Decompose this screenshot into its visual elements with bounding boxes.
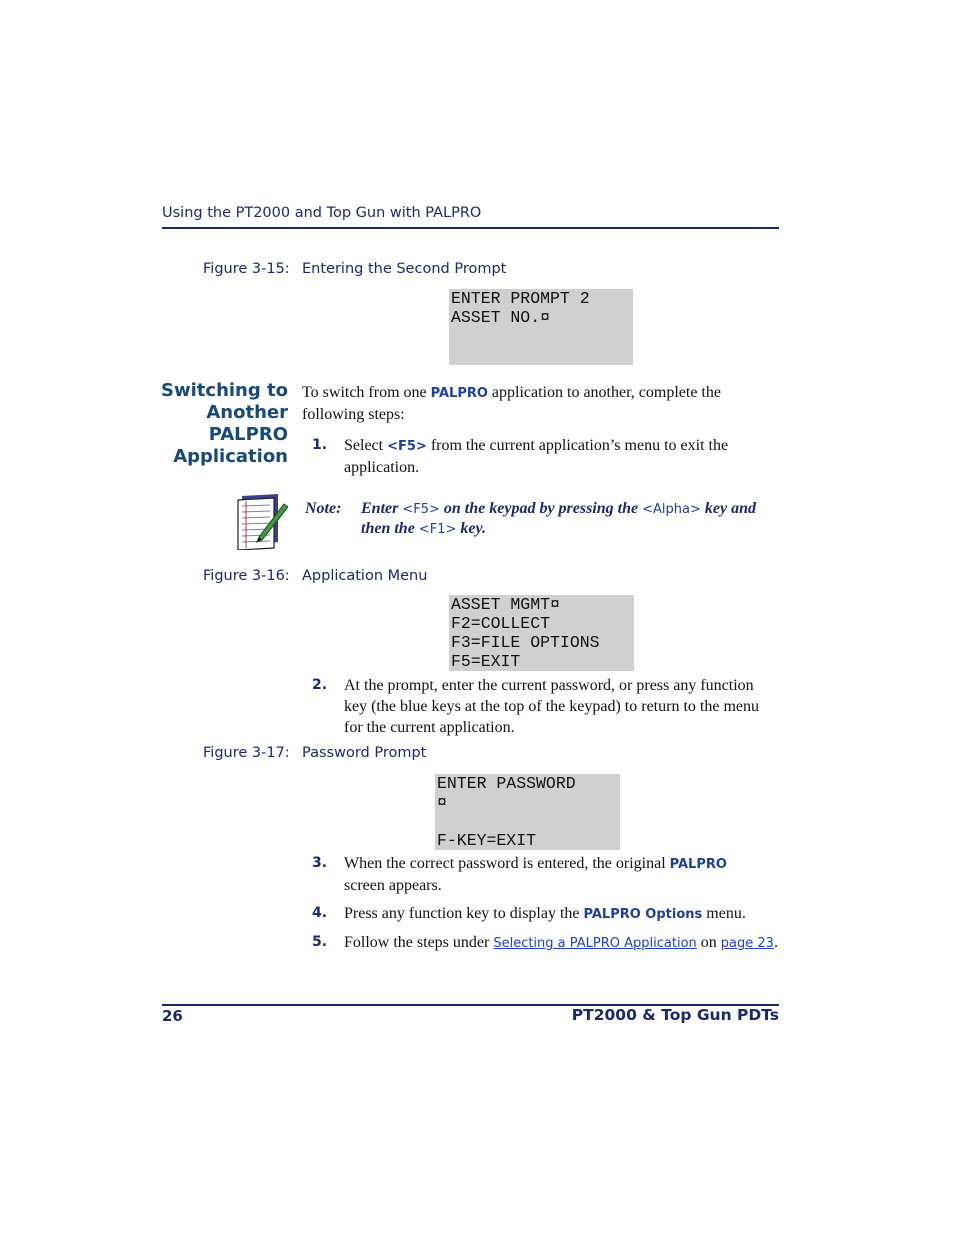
step-5-text: Follow the steps under Selecting a PALPRO Application on page 23. bbox=[344, 934, 778, 951]
note-text: Enter <F5> on the keypad by pressing the <Alpha> key and then the <F1> key. bbox=[361, 500, 756, 537]
figure-3-16-label bbox=[203, 568, 427, 584]
step-number: 3. bbox=[312, 855, 328, 871]
step-2-text: At the prompt, enter the current password, or press any function key (the blue keys at the top of the keypad) to return to the menu for the current application. bbox=[344, 677, 759, 736]
step-4-text: Press any function key to display the PALPRO Options menu. bbox=[344, 905, 746, 922]
figure-number: Figure 3-15: bbox=[203, 261, 290, 277]
figure-caption: Entering the Second Prompt bbox=[302, 261, 507, 277]
figure-caption: Password Prompt bbox=[302, 745, 427, 761]
lcd-line: F-KEY=EXIT bbox=[437, 831, 537, 850]
note-label: Note: bbox=[305, 500, 342, 517]
key-alpha: <Alpha> bbox=[642, 502, 701, 517]
step-1-text: Select <F5> from the current application’s menu to exit the application. bbox=[344, 437, 729, 476]
page-number: 26 bbox=[162, 1007, 183, 1025]
step-number: 5. bbox=[312, 934, 328, 950]
key-f5: <F5> bbox=[387, 439, 427, 454]
header-rule bbox=[162, 227, 779, 229]
intro-paragraph: To switch from one PALPRO application to another, complete the following steps: bbox=[302, 384, 721, 423]
section-heading-line: Switching to bbox=[161, 380, 288, 401]
section-heading-line: PALPRO bbox=[208, 424, 288, 445]
lcd-line: F2=COLLECT bbox=[451, 614, 551, 633]
lcd-line: F3=FILE OPTIONS bbox=[451, 633, 600, 652]
figure-3-15-label bbox=[203, 261, 506, 277]
lcd-line bbox=[437, 812, 618, 831]
figure-number: Figure 3-16: bbox=[203, 568, 290, 584]
palpro-keyword: PALPRO bbox=[669, 857, 727, 872]
palpro-options-keyword: PALPRO Options bbox=[583, 907, 703, 922]
running-header: Using the PT2000 and Top Gun with PALPRO bbox=[162, 205, 482, 221]
section-heading-line: Application bbox=[173, 446, 288, 467]
figure-caption: Application Menu bbox=[302, 568, 428, 584]
lcd-line: ASSET MGMT¤ bbox=[451, 595, 560, 614]
step-3-text: When the correct password is entered, the original PALPRO screen appears. bbox=[344, 855, 727, 894]
palpro-keyword: PALPRO bbox=[430, 386, 488, 401]
lcd-line: ASSET NO.¤ bbox=[451, 308, 551, 327]
section-heading-line: Another bbox=[206, 402, 288, 423]
lcd-screen-password-prompt bbox=[435, 774, 620, 850]
step-number: 4. bbox=[312, 905, 328, 921]
key-f1: <F1> bbox=[418, 522, 457, 537]
page-23-link[interactable]: page 23 bbox=[720, 936, 774, 951]
footer-title: PT2000 & Top Gun PDTs bbox=[571, 1006, 779, 1024]
key-f5: <F5> bbox=[402, 502, 440, 517]
step-number: 2. bbox=[312, 677, 328, 693]
lcd-screen-second-prompt bbox=[449, 289, 633, 365]
step-number: 1. bbox=[312, 437, 328, 453]
lcd-line: ENTER PROMPT 2 bbox=[451, 289, 590, 308]
lcd-line: F5=EXIT bbox=[451, 652, 521, 671]
notepad-pencil-icon bbox=[232, 492, 288, 550]
figure-number: Figure 3-17: bbox=[203, 745, 290, 761]
lcd-screen-application-menu bbox=[449, 595, 634, 671]
section-heading bbox=[150, 380, 288, 468]
lcd-line: ENTER PASSWORD bbox=[437, 774, 576, 793]
selecting-palpro-application-link[interactable]: Selecting a PALPRO Application bbox=[493, 936, 697, 951]
lcd-line: ¤ bbox=[437, 793, 447, 812]
figure-3-17-label bbox=[203, 745, 426, 761]
